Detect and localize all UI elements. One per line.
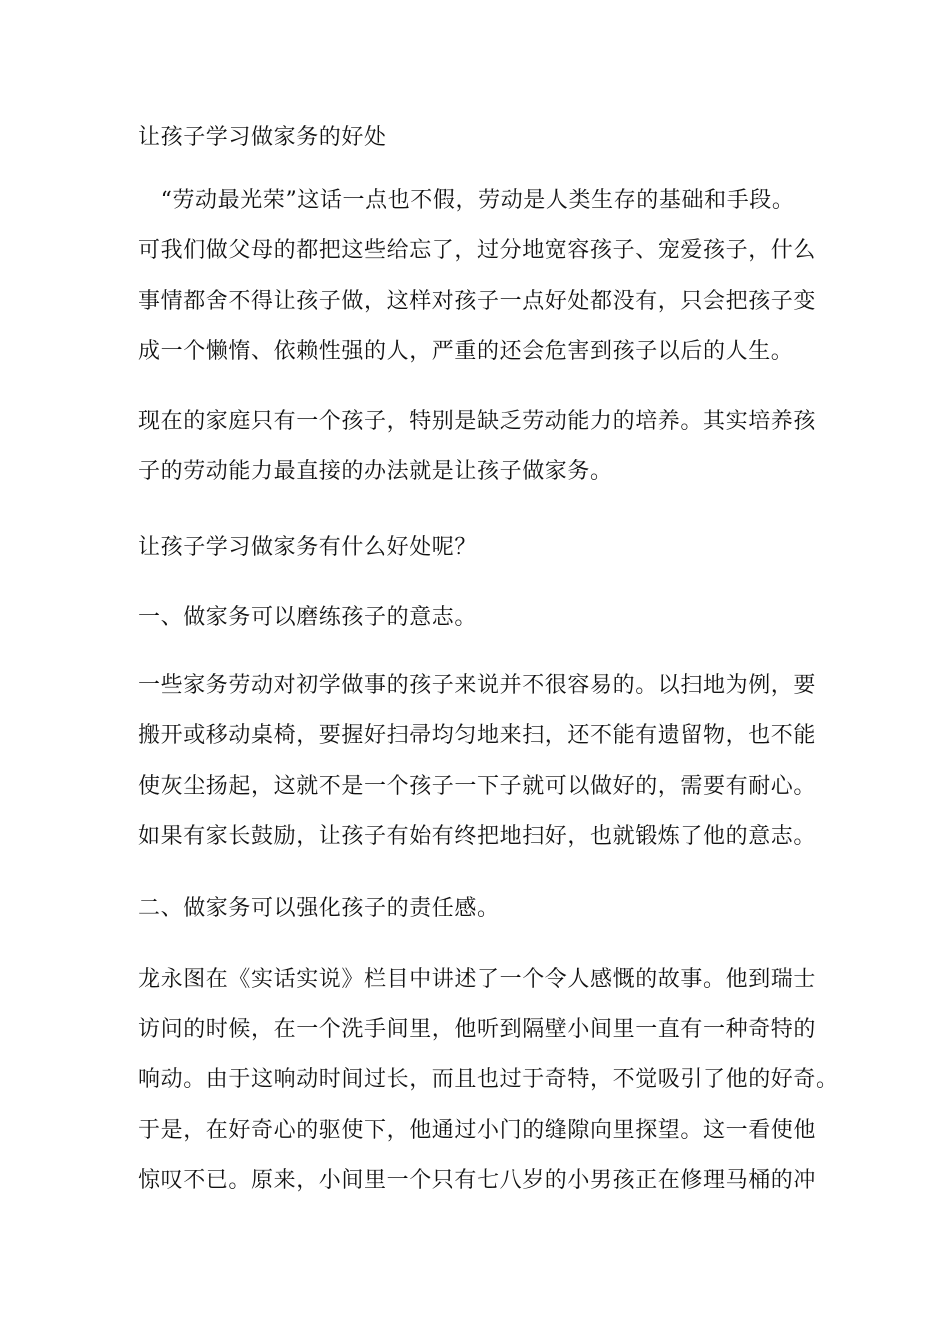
paragraph-line: 二、做家务可以强化孩子的责任感。: [138, 896, 500, 921]
paragraph-line: 惊叹不已。原来，小间里一个只有七八岁的小男孩正在修理马桶的冲: [138, 1168, 817, 1193]
paragraph-line: 一、做家务可以磨练孩子的意志。: [138, 605, 478, 630]
paragraph-line: 龙永图在《实话实说》栏目中讲述了一个令人感慨的故事。他到瑞士: [138, 967, 817, 992]
paragraph-line: 搬开或移动桌椅，要握好扫帚均匀地来扫，还不能有遗留物，也不能: [138, 723, 817, 748]
paragraph-line: 可我们做父母的都把这些给忘了，过分地宽容孩子、宠爱孩子，什么: [138, 238, 817, 263]
paragraph-line: 一些家务劳动对初学做事的孩子来说并不很容易的。以扫地为例，要: [138, 673, 817, 698]
paragraph-line: 现在的家庭只有一个孩子，特别是缺乏劳动能力的培养。其实培养孩: [138, 409, 817, 434]
paragraph-line: 于是，在好奇心的驱使下，他通过小门的缝隙向里探望。这一看使他: [138, 1118, 817, 1143]
paragraph-line: 如果有家长鼓励，让孩子有始有终把地扫好，也就锻炼了他的意志。: [138, 824, 817, 849]
paragraph-line: 成一个懒惰、依赖性强的人，严重的还会危害到孩子以后的人生。: [138, 339, 794, 364]
paragraph-line: 子的劳动能力最直接的办法就是让孩子做家务。: [138, 459, 613, 484]
paragraph-line: “劳动最光荣”这话一点也不假，劳动是人类生存的基础和手段。: [138, 188, 795, 213]
document-title: 让孩子学习做家务的好处: [138, 125, 387, 150]
paragraph-line: 让孩子学习做家务有什么好处呢？: [138, 535, 478, 560]
paragraph-line: 使灰尘扬起，这就不是一个孩子一下子就可以做好的，需要有耐心。: [138, 774, 817, 799]
paragraph-line: 访问的时候，在一个洗手间里，他听到隔壁小间里一直有一种奇特的: [138, 1017, 817, 1042]
paragraph-line: 事情都舍不得让孩子做，这样对孩子一点好处都没有，只会把孩子变: [138, 289, 817, 314]
paragraph-line: 响动。由于这响动时间过长，而且也过于奇特，不觉吸引了他的好奇。: [138, 1067, 839, 1092]
